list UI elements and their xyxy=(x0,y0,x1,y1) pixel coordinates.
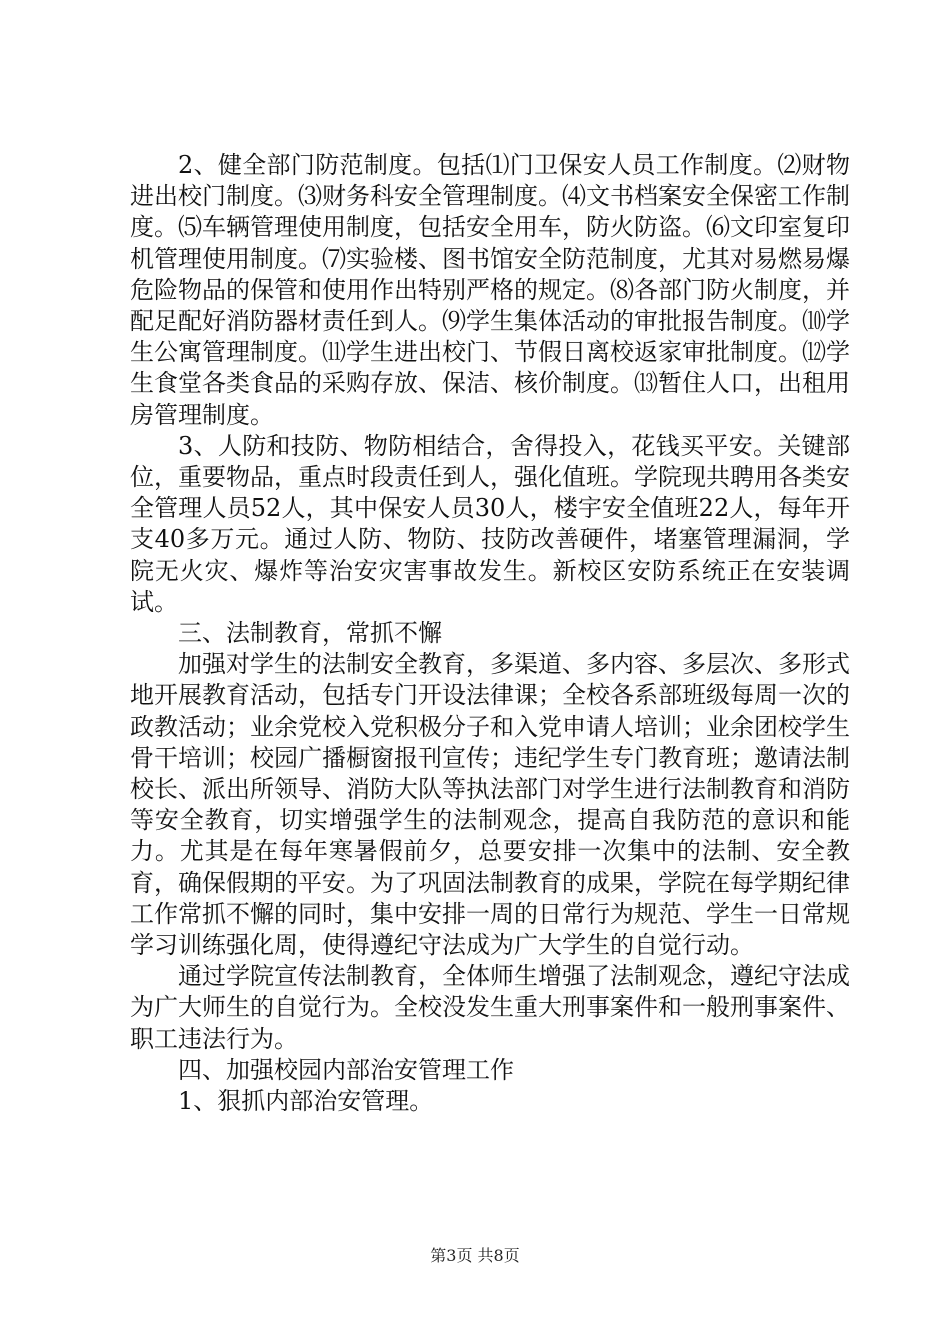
paragraph-department-safety-rules: 2、健全部门防范制度。包括⑴门卫保安人员工作制度。⑵财物进出校门制度。⑶财务科安全管理制度。⑷文书档案安全保密工作制度。⑸车辆管理使用制度，包括安全用车，防火防盗。⑹文印室复印机管理使用制度。⑺实验楼、图书馆安全防范制度，尤其对易燃易爆危险物品的保管和使用作出特别严格的规定。⑻各部门防火制度，并配足配好消防器材责任到人。⑼学生集体活动的审批报告制度。⑽学生公寓管理制度。⑾学生进出校门、节假日离校返家审批制度。⑿学生食堂各类食品的采购存放、保洁、核价制度。⒀暂住人口，出租用房管理制度。 xyxy=(130,151,850,429)
paragraph-legal-education-results: 通过学院宣传法制教育，全体师生增强了法制观念，遵纪守法成为广大师生的自觉行为。全校没发生重大刑事案件和一般刑事案件、职工违法行为。 xyxy=(130,962,850,1053)
page-footer: 第3页 共8页 xyxy=(430,1246,520,1265)
document-body xyxy=(130,150,850,1117)
paragraph-internal-security: 1、狠抓内部治安管理。 xyxy=(178,1087,434,1116)
paragraph-combined-prevention: 3、人防和技防、物防相结合，舍得投入，花钱买平安。关键部位，重要物品，重点时段责任到人，强化值班。学院现共聘用各类安全管理人员52人，其中保安人员30人，楼宇安全值班22人，每年开支40多万元。通过人防、物防、技防改善硬件，堵塞管理漏洞，学院无火灾、爆炸等治安灾害事故发生。新校区安防系统正在安装调试。 xyxy=(130,431,850,616)
section-heading-campus-security: 四、加强校园内部治安管理工作 xyxy=(178,1055,514,1084)
section-heading-legal-education: 三、法制教育，常抓不懈 xyxy=(178,619,442,648)
paragraph-legal-education-activities: 加强对学生的法制安全教育，多渠道、多内容、多层次、多形式地开展教育活动，包括专门开设法律课；全校各系部班级每周一次的政教活动；业余党校入党积极分子和入党申请人培训；业余团校学生骨干培训；校园广播橱窗报刊宣传；违纪学生专门教育班；邀请法制校长、派出所领导、消防大队等执法部门对学生进行法制教育和消防等安全教育，切实增强学生的法制观念，提高自我防范的意识和能力。尤其是在每年寒暑假前夕，总要安排一次集中的法制、安全教育，确保假期的平安。为了巩固法制教育的成果，学院在每学期纪律工作常抓不懈的同时，集中安排一周的日常行为规范、学生一日常规学习训练强化周，使得遵纪守法成为广大学生的自觉行动。 xyxy=(130,650,850,960)
